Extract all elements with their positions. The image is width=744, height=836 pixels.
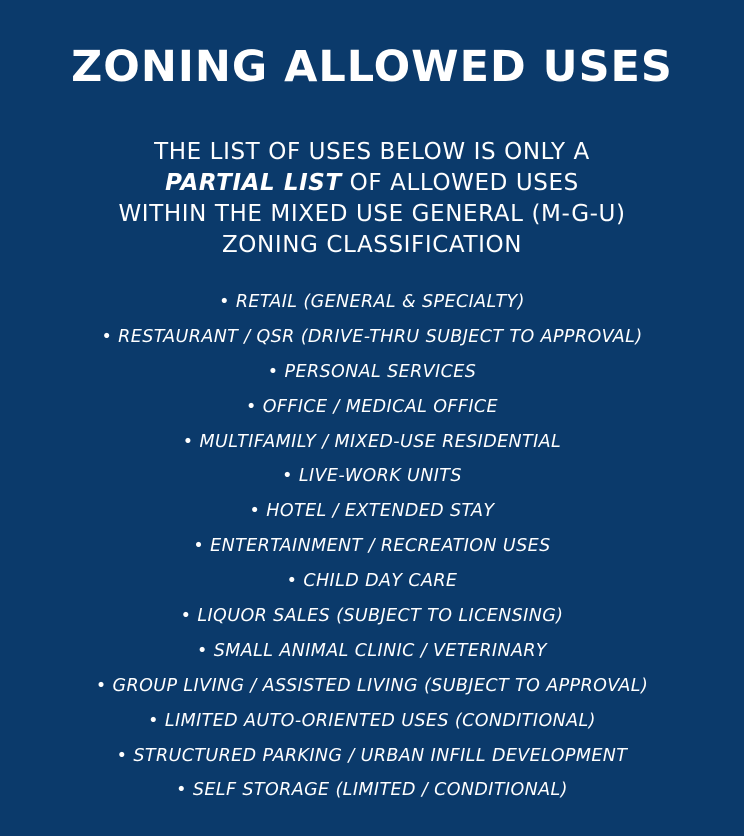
bullet-icon: • — [267, 361, 279, 382]
bullet-icon: • — [193, 536, 205, 557]
list-item — [0, 494, 744, 529]
intro-line-2-rest: OF ALLOWED USES — [341, 170, 579, 196]
list-item — [0, 529, 744, 564]
bullet-icon: • — [219, 292, 230, 312]
partial-list-emphasis: PARTIAL LIST — [165, 170, 342, 196]
bullet-icon: • — [148, 710, 159, 731]
bullet-icon: • — [246, 396, 257, 417]
list-item — [0, 425, 744, 460]
use-label: RETAIL (GENERAL & SPECIALTY) — [235, 292, 525, 312]
list-item — [0, 669, 744, 704]
intro-text — [0, 137, 744, 261]
list-item — [0, 773, 744, 808]
use-label: SMALL ANIMAL CLINIC / VETERINARY — [213, 640, 547, 661]
intro-line-1: THE LIST OF USES BELOW IS ONLY A — [154, 139, 590, 165]
allowed-uses-list — [0, 285, 744, 808]
list-item — [0, 739, 744, 774]
bullet-icon: • — [196, 640, 208, 661]
use-label: RESTAURANT / QSR (DRIVE-THRU SUBJECT TO APPROVAL) — [118, 326, 643, 347]
list-item — [0, 459, 744, 494]
bullet-icon: • — [116, 745, 128, 766]
use-label: SELF STORAGE (LIMITED / CONDITIONAL) — [192, 780, 568, 801]
use-label: OFFICE / MEDICAL OFFICE — [262, 396, 498, 417]
list-item — [0, 355, 744, 390]
bullet-icon: • — [182, 431, 194, 452]
list-item — [0, 320, 744, 355]
list-item — [0, 599, 744, 634]
use-label: STRUCTURED PARKING / URBAN INFILL DEVELOPMENT — [133, 745, 628, 766]
use-label: PERSONAL SERVICES — [284, 361, 477, 382]
bullet-icon: • — [180, 606, 192, 627]
page-title: ZONING ALLOWED USES — [71, 42, 673, 92]
use-label: LIVE-WORK UNITS — [298, 466, 462, 487]
intro-line-2 — [0, 168, 744, 199]
list-item — [0, 285, 744, 320]
use-label: CHILD DAY CARE — [303, 571, 458, 592]
bullet-icon: • — [282, 466, 293, 487]
use-label: LIMITED AUTO-ORIENTED USES (CONDITIONAL) — [164, 710, 596, 731]
bullet-icon: • — [286, 571, 298, 592]
use-label: HOTEL / EXTENDED STAY — [266, 501, 495, 522]
list-item — [0, 704, 744, 739]
list-item — [0, 634, 744, 669]
bullet-icon: • — [249, 501, 261, 522]
bullet-icon: • — [101, 326, 113, 347]
bullet-icon: • — [176, 780, 187, 801]
use-label: LIQUOR SALES (SUBJECT TO LICENSING) — [197, 606, 564, 627]
use-label: ENTERTAINMENT / RECREATION USES — [210, 536, 551, 557]
use-label: MULTIFAMILY / MIXED-USE RESIDENTIAL — [199, 431, 562, 452]
list-item — [0, 564, 744, 599]
intro-line-3: WITHIN THE MIXED USE GENERAL (M-G-U) — [118, 201, 626, 227]
use-label: GROUP LIVING / ASSISTED LIVING (SUBJECT TO APPROVAL) — [112, 675, 649, 696]
bullet-icon: • — [95, 675, 107, 696]
intro-line-4: ZONING CLASSIFICATION — [221, 232, 523, 258]
list-item — [0, 390, 744, 425]
